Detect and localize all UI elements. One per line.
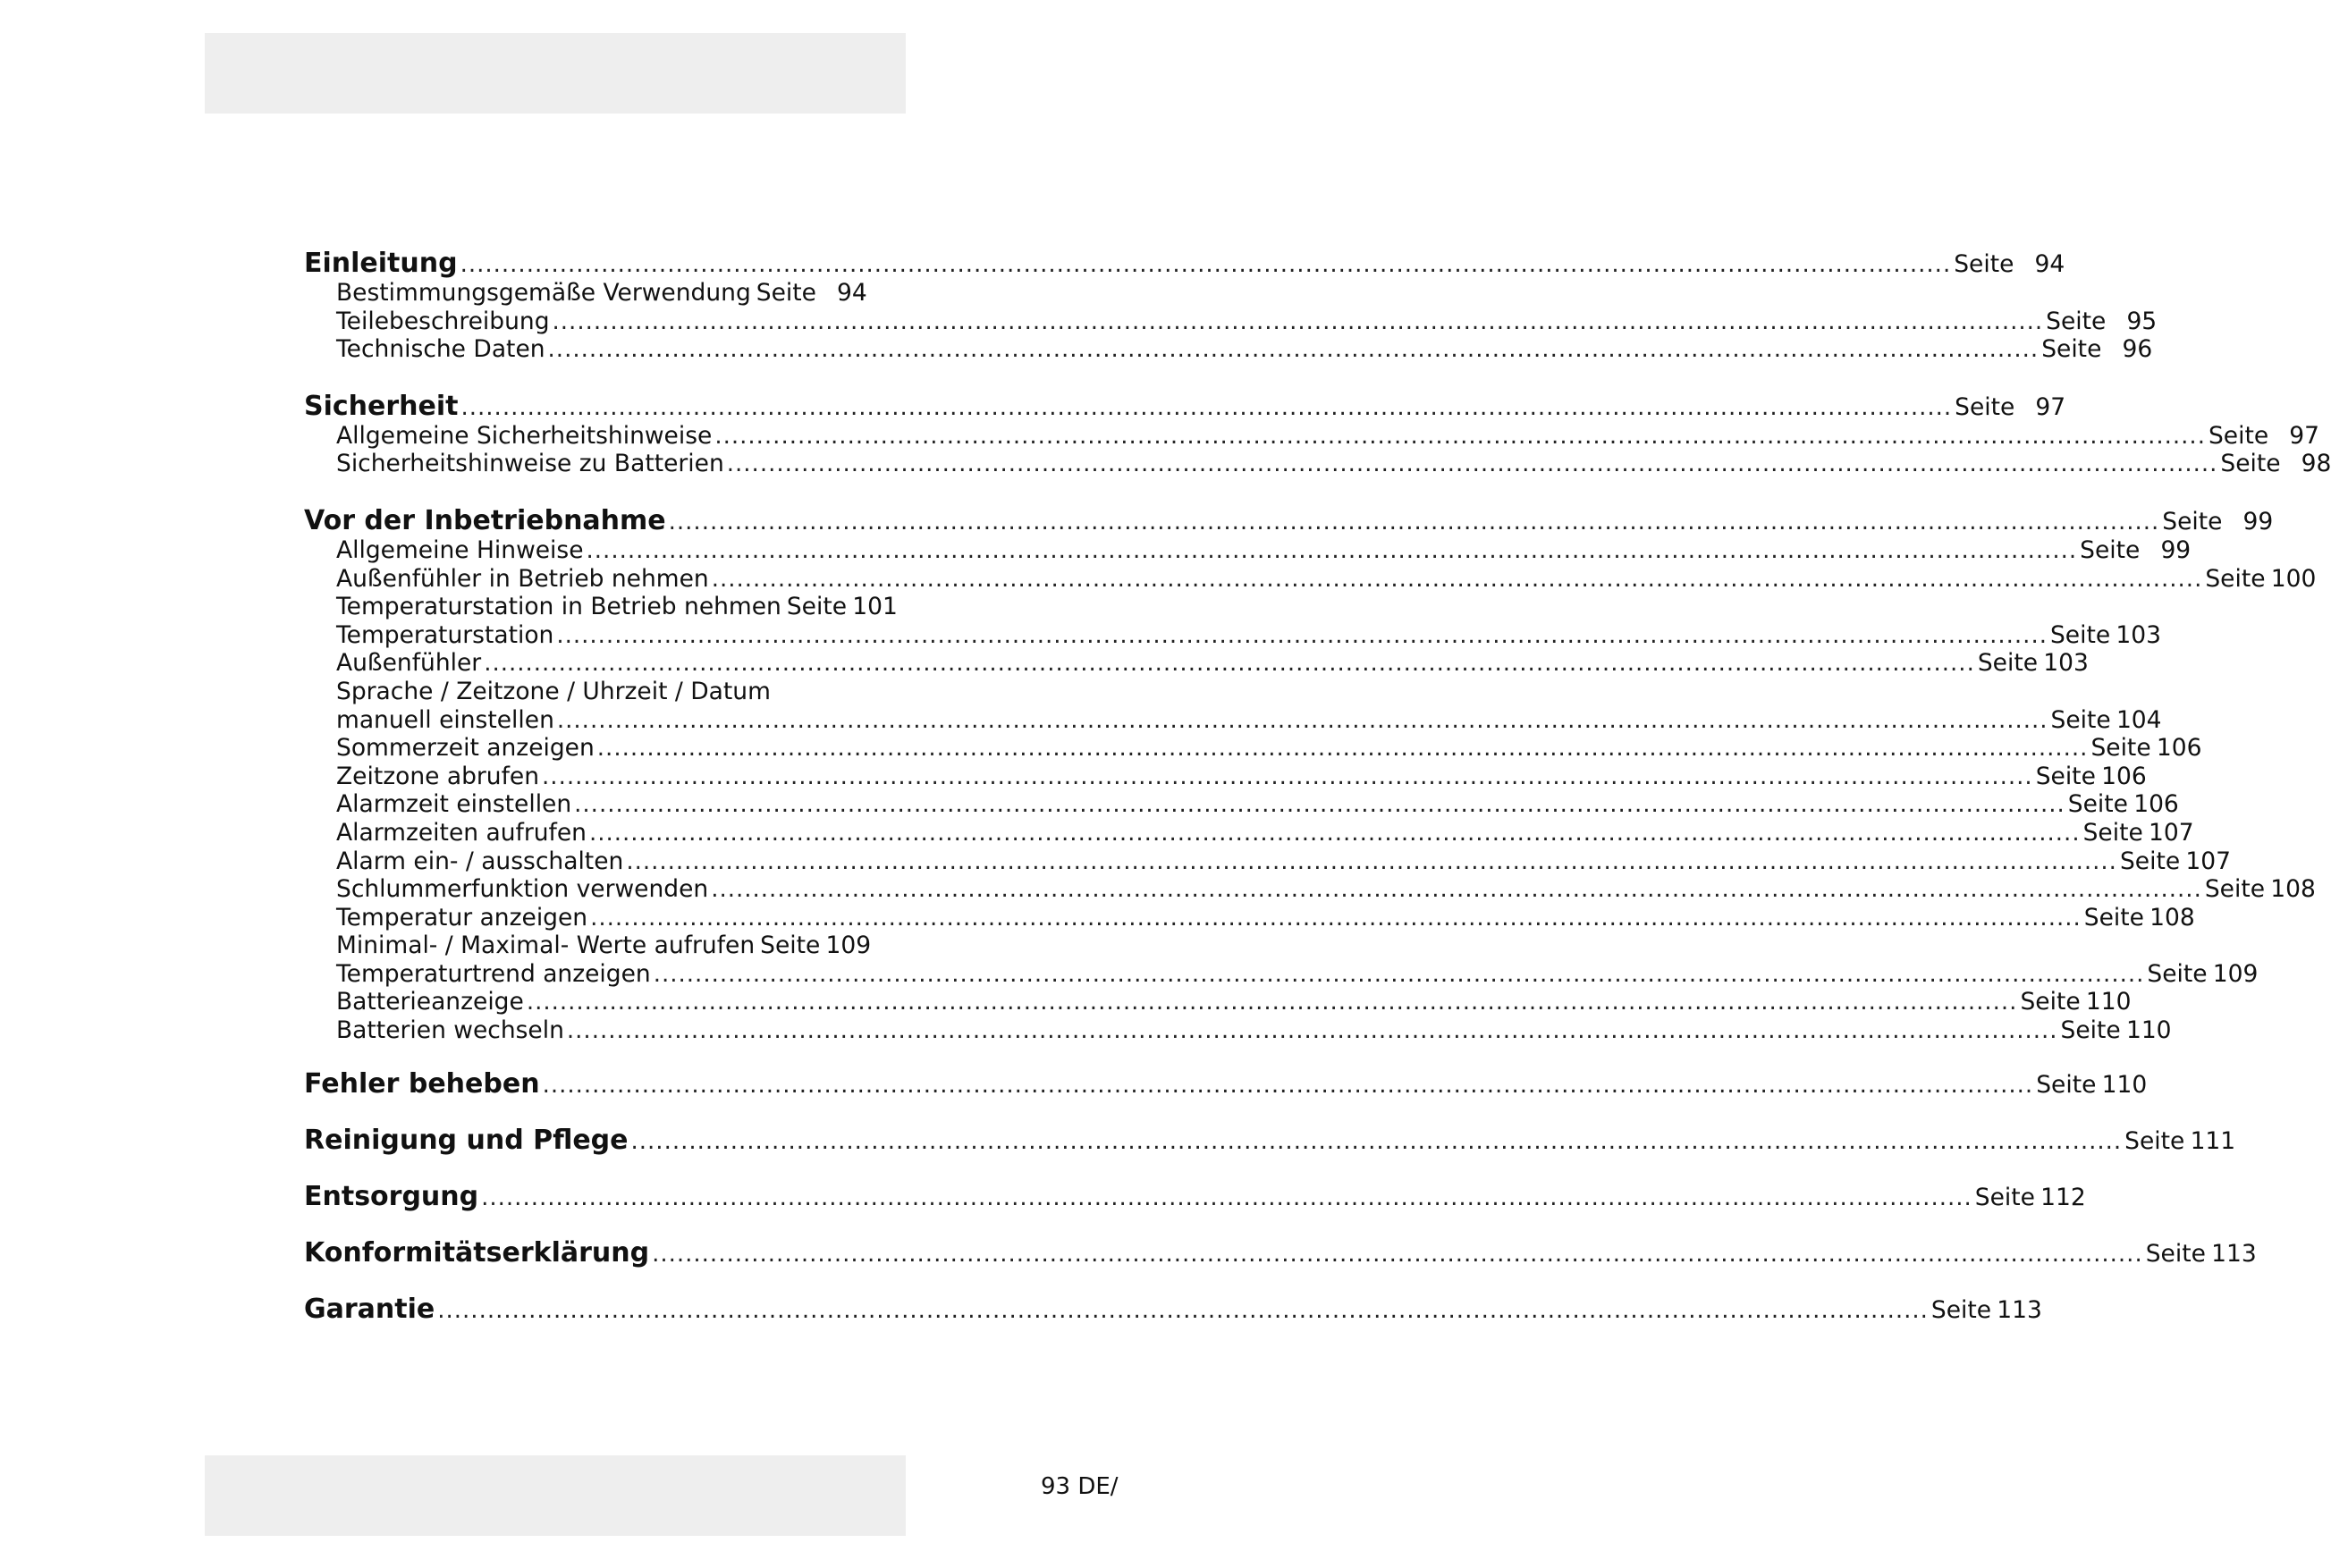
toc-leader-dots: [589, 820, 2081, 848]
toc-page-number: 113: [2211, 1239, 2257, 1268]
toc-leader-dots: [654, 961, 2145, 990]
toc-item-label: Sicherheitshinweise zu Batterien: [336, 450, 724, 478]
toc-page-number: 100: [2270, 564, 2317, 593]
toc-leader-dots: [574, 791, 2065, 820]
toc-item-label: Schlummerfunktion verwenden: [336, 875, 709, 904]
header-band: [205, 33, 906, 114]
toc-seite-label: Seite: [2145, 1239, 2206, 1268]
toc-seite-label: Seite: [2050, 705, 2111, 734]
toc-item[interactable]: [304, 649, 2089, 678]
toc-section-einleitung[interactable]: [304, 248, 2065, 279]
toc-leader-dots: [587, 537, 2078, 566]
toc-page-number: 97: [2035, 392, 2066, 421]
toc-section-title: Entsorgung: [304, 1180, 479, 1212]
toc-leader-dots: [590, 905, 2082, 933]
toc-leader-dots: [461, 392, 1953, 423]
toc-seite-label: Seite: [2020, 988, 2081, 1016]
toc-section-title: Einleitung: [304, 248, 458, 279]
toc-item-label: Temperatur anzeigen: [336, 903, 588, 932]
toc-page-number: 103: [2116, 620, 2161, 649]
toc-page-number: 98: [2301, 450, 2331, 478]
toc-leader-dots: [626, 848, 2117, 877]
toc-page-number: 112: [2040, 1183, 2086, 1211]
toc-item-label: Allgemeine Sicherheitshinweise: [336, 421, 713, 450]
toc-page-number: 108: [2270, 875, 2316, 904]
toc-item[interactable]: [304, 620, 2161, 650]
toc-page-number: 108: [2149, 903, 2195, 932]
toc-seite-label: Seite: [2035, 762, 2096, 790]
toc-leader-dots: [631, 1126, 2123, 1157]
toc-seite-label: Seite: [2046, 307, 2107, 335]
toc-seite-label: Seite: [760, 932, 821, 960]
toc-section-title: Reinigung und Pflege: [304, 1124, 629, 1156]
toc-leader-dots: [460, 249, 1952, 280]
section-spacer: [304, 364, 858, 392]
toc-page-number: 109: [2212, 959, 2259, 988]
toc-leader-dots: [553, 308, 2044, 337]
toc-leader-dots: [437, 1295, 1929, 1326]
toc-item[interactable]: [304, 307, 2158, 336]
toc-section-title: Konformitätserklärung: [304, 1236, 650, 1269]
toc-leader-dots: [527, 989, 2018, 1017]
toc-section-title: Vor der Inbetriebnahme: [304, 504, 666, 536]
page-number-footer: 93 DE/: [1041, 1473, 1119, 1500]
toc-item[interactable]: [304, 279, 867, 308]
toc-seite-label: Seite: [2119, 847, 2181, 875]
toc-item-label: Außenfühler: [336, 649, 482, 678]
toc-leader-dots: [652, 1239, 2143, 1269]
toc-seite-label: Seite: [1955, 392, 2015, 421]
toc-seite-label: Seite: [2049, 620, 2111, 649]
toc-section-title: Garantie: [304, 1293, 435, 1325]
toc-page-number: 107: [2185, 847, 2231, 875]
toc-item-label: Technische Daten: [336, 335, 545, 364]
toc-seite-label: Seite: [2205, 564, 2266, 593]
toc-seite-label: Seite: [1954, 250, 2014, 278]
toc-seite-label: Seite: [2041, 335, 2102, 364]
toc-seite-label: Seite: [2083, 903, 2144, 932]
toc-leader-dots: [481, 1183, 1972, 1213]
toc-section-title: Fehler beheben: [304, 1067, 540, 1100]
toc-leader-dots: [484, 650, 1975, 679]
toc-item-label: Außenfühler in Betrieb nehmen: [336, 564, 709, 593]
toc-page-number: 106: [2156, 734, 2202, 763]
toc-item[interactable]: [304, 564, 2317, 594]
section-spacer: [304, 1045, 858, 1069]
toc-seite-label: Seite: [2090, 734, 2151, 763]
toc-item[interactable]: [304, 903, 2195, 932]
toc-page-number: 111: [2190, 1126, 2236, 1155]
section-spacer: [304, 1156, 858, 1182]
toc-item-label: Alarm ein- / ausschalten: [336, 847, 624, 875]
toc-leader-dots: [597, 735, 2089, 763]
toc-item-label: Temperaturtrend anzeigen: [336, 959, 651, 988]
toc-page-number: 110: [2085, 988, 2132, 1016]
toc-page-number: 95: [2126, 307, 2158, 335]
toc-leader-dots: [712, 566, 2203, 594]
toc-page-number: 113: [1997, 1295, 2042, 1324]
toc-seite-label: Seite: [1977, 649, 2039, 678]
toc-seite-label: Seite: [1974, 1183, 2035, 1211]
toc-item[interactable]: [304, 875, 2316, 904]
toc-page-number: 110: [2101, 1070, 2148, 1099]
section-spacer: [304, 1212, 858, 1238]
toc-page-number: 103: [2043, 649, 2089, 678]
toc-item-first-line[interactable]: [304, 678, 858, 706]
toc-seite-label: Seite: [2147, 959, 2208, 988]
toc-page-number: 97: [2289, 421, 2319, 450]
toc-item-label: Alarmzeiten aufrufen: [336, 818, 587, 847]
toc-item-label: Zeitzone abrufen: [336, 762, 540, 790]
toc-seite-label: Seite: [2208, 421, 2269, 450]
toc-item-label: Batterieanzeige: [336, 988, 524, 1016]
toc-item[interactable]: [304, 450, 2331, 478]
toc-item[interactable]: [304, 959, 2259, 989]
toc-seite-label: Seite: [2036, 1070, 2097, 1099]
toc-item[interactable]: [304, 790, 2179, 819]
toc-leader-dots: [548, 336, 2040, 365]
toc-seite-label: Seite: [2204, 875, 2266, 904]
toc-leader-dots: [556, 622, 2048, 651]
toc-page-number: 110: [2125, 1016, 2172, 1045]
toc-page-number: 101: [852, 593, 898, 621]
toc-seite-label: Seite: [2162, 507, 2223, 535]
toc-seite-label: Seite: [2124, 1126, 2185, 1155]
toc-page-number: 106: [2101, 762, 2147, 790]
toc-seite-label: Seite: [2082, 818, 2143, 847]
toc-section-konformitaetserklaerung[interactable]: [304, 1236, 2257, 1269]
toc-page-number: 94: [2034, 250, 2065, 278]
toc-item-label: Temperaturstation: [336, 620, 554, 649]
toc-section-fehler-beheben[interactable]: [304, 1067, 2148, 1100]
toc-seite-label: Seite: [786, 593, 848, 621]
toc-leader-dots: [542, 763, 2033, 792]
toc-item[interactable]: [304, 335, 2153, 364]
toc-item[interactable]: [304, 932, 872, 960]
toc-item-label: manuell einstellen: [336, 705, 554, 734]
toc-item[interactable]: [304, 734, 2202, 763]
toc-item[interactable]: [304, 535, 2192, 565]
toc-item-label: Bestimmungsgemäße Verwendung: [336, 279, 751, 307]
toc-item[interactable]: [304, 847, 2231, 876]
toc-seite-label: Seite: [1930, 1295, 1992, 1324]
toc-page-number: 107: [2149, 818, 2194, 847]
toc-page-number: 99: [2160, 535, 2192, 564]
toc-page-number: 99: [2242, 507, 2274, 535]
section-spacer: [304, 1269, 858, 1294]
toc-item-label: Temperaturstation in Betrieb nehmen: [336, 593, 781, 621]
toc-item-label: Sprache / Zeitzone / Uhrzeit / Datum: [336, 677, 771, 705]
toc-leader-dots: [669, 507, 2160, 537]
toc-section-vor-der-inbetriebnahme[interactable]: [304, 504, 2274, 536]
toc-page-number: 104: [2116, 705, 2162, 734]
toc-item[interactable]: [304, 593, 898, 621]
toc-item[interactable]: [304, 988, 2132, 1016]
toc-leader-dots: [567, 1017, 2058, 1046]
toc-item-label: Minimal- / Maximal- Werte aufrufen: [336, 932, 756, 960]
toc-leader-dots: [727, 451, 2218, 479]
toc-item-label: Teilebeschreibung: [336, 307, 550, 335]
toc-page-number: 106: [2133, 790, 2179, 819]
toc-leader-dots: [557, 707, 2048, 736]
toc-leader-dots: [714, 423, 2206, 451]
toc-leader-dots: [711, 876, 2202, 905]
toc-item-label: Alarmzeit einstellen: [336, 790, 572, 819]
toc-seite-label: Seite: [2220, 450, 2281, 478]
toc-seite-label: Seite: [2080, 535, 2141, 564]
toc-item[interactable]: [304, 705, 2162, 735]
section-spacer: [304, 1100, 858, 1125]
toc-seite-label: Seite: [756, 279, 816, 307]
toc-page-number: 109: [825, 932, 872, 960]
toc-section-sicherheit[interactable]: [304, 390, 2066, 422]
toc-section-entsorgung[interactable]: [304, 1180, 2086, 1212]
toc-page-number: 96: [2122, 335, 2153, 364]
toc-section-garantie[interactable]: [304, 1293, 2042, 1325]
toc-section-reinigung-und-pflege[interactable]: [304, 1124, 2236, 1156]
toc-item-label: Batterien wechseln: [336, 1016, 564, 1045]
toc-section-title: Sicherheit: [304, 390, 459, 422]
toc-leader-dots: [543, 1070, 2034, 1100]
toc-item[interactable]: [304, 818, 2194, 847]
toc-page-number: 94: [837, 279, 867, 307]
toc-item[interactable]: [304, 762, 2147, 791]
toc-item-label: Allgemeine Hinweise: [336, 535, 584, 564]
table-of-contents: [304, 248, 2331, 1325]
toc-seite-label: Seite: [2067, 790, 2128, 819]
toc-item[interactable]: [304, 1016, 2172, 1045]
toc-item[interactable]: [304, 421, 2319, 451]
footer-band: [205, 1455, 1119, 1536]
section-spacer: [304, 478, 858, 506]
toc-seite-label: Seite: [2060, 1016, 2121, 1045]
toc-item-label: Sommerzeit anzeigen: [336, 734, 595, 763]
